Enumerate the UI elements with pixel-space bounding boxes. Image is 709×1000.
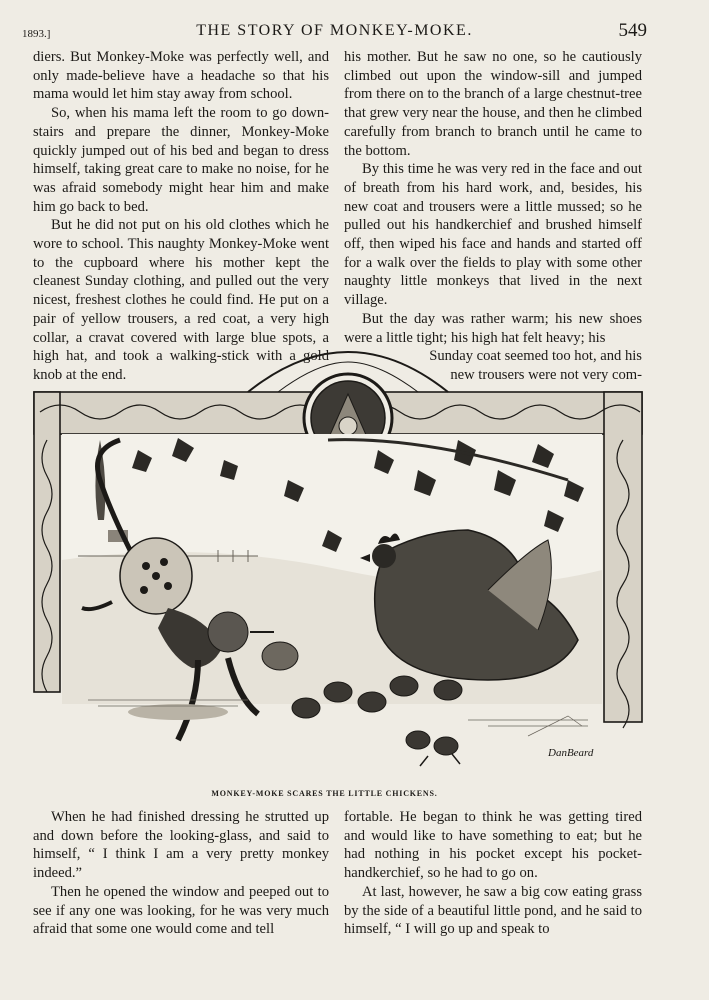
illustration-caption: MONKEY-MOKE SCARES THE LITTLE CHICKENS. (211, 789, 438, 798)
page-number: 549 (618, 20, 647, 41)
paragraph-line: new trousers were not very com- (450, 366, 642, 383)
paragraph: At last, however, he saw a big cow eating grass by the side of a beautiful little pond, and he said to himself, “ I will go up and speak to (344, 883, 642, 938)
paragraph: But he did not put on his old clothes which he wore to school. This naughty Monkey-Moke went to the cupboard where his mother kept the cleanest Sunday clothing, and pulled out the very nicest, freshest clothes he could find. He put on a pair of yellow trousers, a red coat, a very high collar, a cravat covered with large blue spots, a high hat, and took a walking-stick with a gold knob at the end. (33, 217, 329, 383)
bottom-left-column (33, 808, 329, 939)
illustration (28, 340, 680, 780)
paragraph: When he had finished dressing he strutted up and down before the looking-glass, and said to himself, “ I think I am a very pretty monkey indeed.” (33, 809, 329, 882)
paragraph: So, when his mama left the room to go down-stairs and prepare the dinner, Monkey-Moke quickly jumped out of his bed and began to dress himself, taking great care to make no noise, for he was afraid somebody might hear him and make him go back to bed. (33, 105, 329, 215)
top-right-column (344, 48, 642, 385)
paragraph: fortable. He began to think he was getting tired and would like to have something to eat; but he had nothing in his pocket except his pocket-handkerchief, so he had to go on. (344, 809, 642, 882)
year-label: 1893.] (22, 28, 51, 40)
paragraph: Then he opened the window and peeped out to see if any one was looking, for he was very much afraid that some one would come and tell (33, 883, 329, 938)
paragraph-line: Sunday coat seemed too hot, and his (429, 348, 642, 365)
paragraph: But the day was rather warm; his new shoes were a little tight; his high hat felt heavy; his (344, 310, 642, 346)
top-left-column (33, 48, 329, 385)
paragraph: diers. But Monkey-Moke was perfectly well, and only made-believe have a headache so that his mama would let him stay away from school. (33, 49, 329, 103)
story-title: THE STORY OF MONKEY-MOKE. (196, 22, 473, 39)
paragraph: By this time he was very red in the face and out of breath from his hard work, and, besides, his new coat and trousers were a little mussed; so he pulled out his handkerchief and brushed himself off, then wiped his face and hands and started off for a walk over the fields to play with some other naughty little monkeys that lived in the next village. (344, 161, 642, 309)
paragraph: his mother. But he saw no one, so he cautiously climbed out upon the window-sill and jumped from there on to the branch of a large chestnut-tree that grew very near the house, and then he climbed carefully from branch to branch until he came to the bottom. (344, 49, 642, 159)
bottom-right-column (344, 808, 642, 939)
running-head (22, 20, 647, 42)
artist-signature: DanBeard (548, 747, 594, 759)
